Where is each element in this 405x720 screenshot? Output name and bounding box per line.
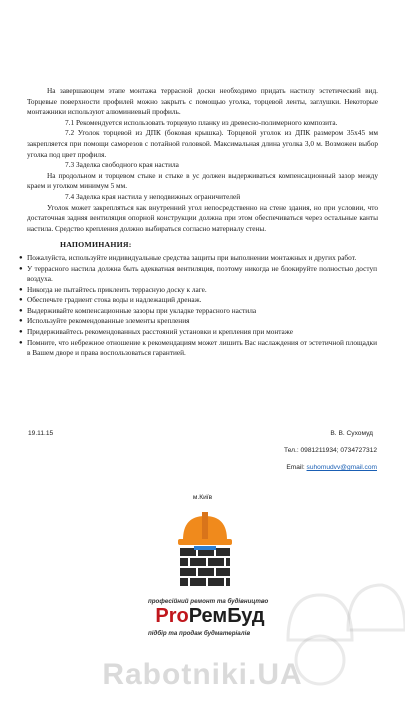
document-date: 19.11.15: [28, 430, 54, 437]
list-item: ● Обеспечьте градиент стока воды и надлежащий дренаж.: [19, 295, 202, 305]
paragraph-7-2: 7.2 Уголок торцевой из ДПК (боковая крышка). Торцевой уголок из ДПК размером 35х45 мм закрепляется при помощи саморезов с потайной головкой. Максимальная длина уголка 3,0 м. Возможен выбор уголка под цвет профиля.: [27, 128, 378, 159]
logo-tagline-bottom: підбір та продаж будматеріалів: [148, 630, 251, 637]
email-label: Email:: [286, 464, 305, 471]
bullet-icon: ●: [19, 318, 23, 325]
brand-pro: Pro: [155, 605, 189, 627]
list-item: ● Придерживайтесь рекомендованных расстояний установки и крепления при монтаже: [19, 327, 293, 337]
bullet-icon: ●: [19, 297, 23, 304]
paragraph-7-3-body: На продольном и торцевом стыке и стыке в ус должен выдерживаться компенсационный зазор между краем и уголком минимум 5 мм.: [27, 170, 378, 191]
brand-name: [110, 605, 310, 628]
city-label: м.Київ: [192, 494, 213, 501]
list-item: ● Никогда не пытайтесь приклеить террасную доску к лаге.: [19, 284, 207, 294]
contact-phone: Тел.: 0981211934; 0734727312: [284, 447, 377, 454]
email-link[interactable]: suhomudvv@gmail.com: [306, 464, 377, 471]
author-name: В. В. Сухомуд: [330, 430, 373, 437]
list-item: ● Выдерживайте компенсационные зазоры при укладке террасного настила: [19, 305, 257, 315]
paragraph-7-4-title: 7.4 Заделка края настила у неподвижных ограничителей: [65, 191, 241, 201]
list-item: ● Помните, что небрежное отношение к рекомендациям может лишить Вас наслаждения от эстетичной площадки в Вашем дворе и права воспользоваться гарантией.: [19, 337, 377, 358]
bullet-icon: ●: [19, 307, 23, 314]
reminders-heading: НАПОМИНАНИЯ:: [60, 240, 132, 250]
bullet-icon: ●: [19, 254, 23, 261]
bullet-icon: ●: [19, 286, 23, 293]
paragraph-intro: На завершающем этапе монтажа террасной доски необходимо придать настилу эстетический вид. Торцевые поверхности профилей можно закрыть с помощью уголка, торцевой ленты, заглушки. Некоторые монтажники используют алюминиевый профиль.: [27, 86, 378, 117]
bullet-icon: ●: [19, 265, 23, 272]
list-item: ● У террасного настила должна быть адекватная вентиляция, поэтому никогда не блокируйте полностью доступ воздуха.: [19, 263, 377, 284]
bullet-icon: ●: [19, 339, 23, 346]
list-item: ● Используйте рекомендованные элементы крепления: [19, 316, 190, 326]
logo-tagline-top: професійний ремонт та будівництво: [148, 598, 269, 605]
watermark-text: Rabotniki.UA: [102, 658, 303, 691]
contact-email-row: [286, 464, 377, 471]
instruction-text: [0, 86, 405, 359]
paragraph-7-1: 7.1 Рекомендуется использовать торцевую планку из древесно-полимерного композита.: [65, 117, 338, 127]
list-item: ● Пожалуйста, используйте индивидуальные средства защиты при выполнении монтажных и других работ.: [19, 252, 357, 262]
reminders-list: [0, 253, 405, 359]
bullet-icon: ●: [19, 329, 23, 336]
paragraph-7-3-title: 7.3 Заделка свободного края настила: [65, 160, 179, 170]
brand-rest: РемБуд: [188, 605, 265, 627]
paragraph-7-4-body: Уголок может закрепляться как внутренний угол непосредственно на стене здания, но при условии, что достаточная задняя вентиляция опорной конструкции должна при этом обеспечиваться через остальные канты настила. Средство крепления должно выбираться согласно материалу стены.: [27, 202, 378, 233]
